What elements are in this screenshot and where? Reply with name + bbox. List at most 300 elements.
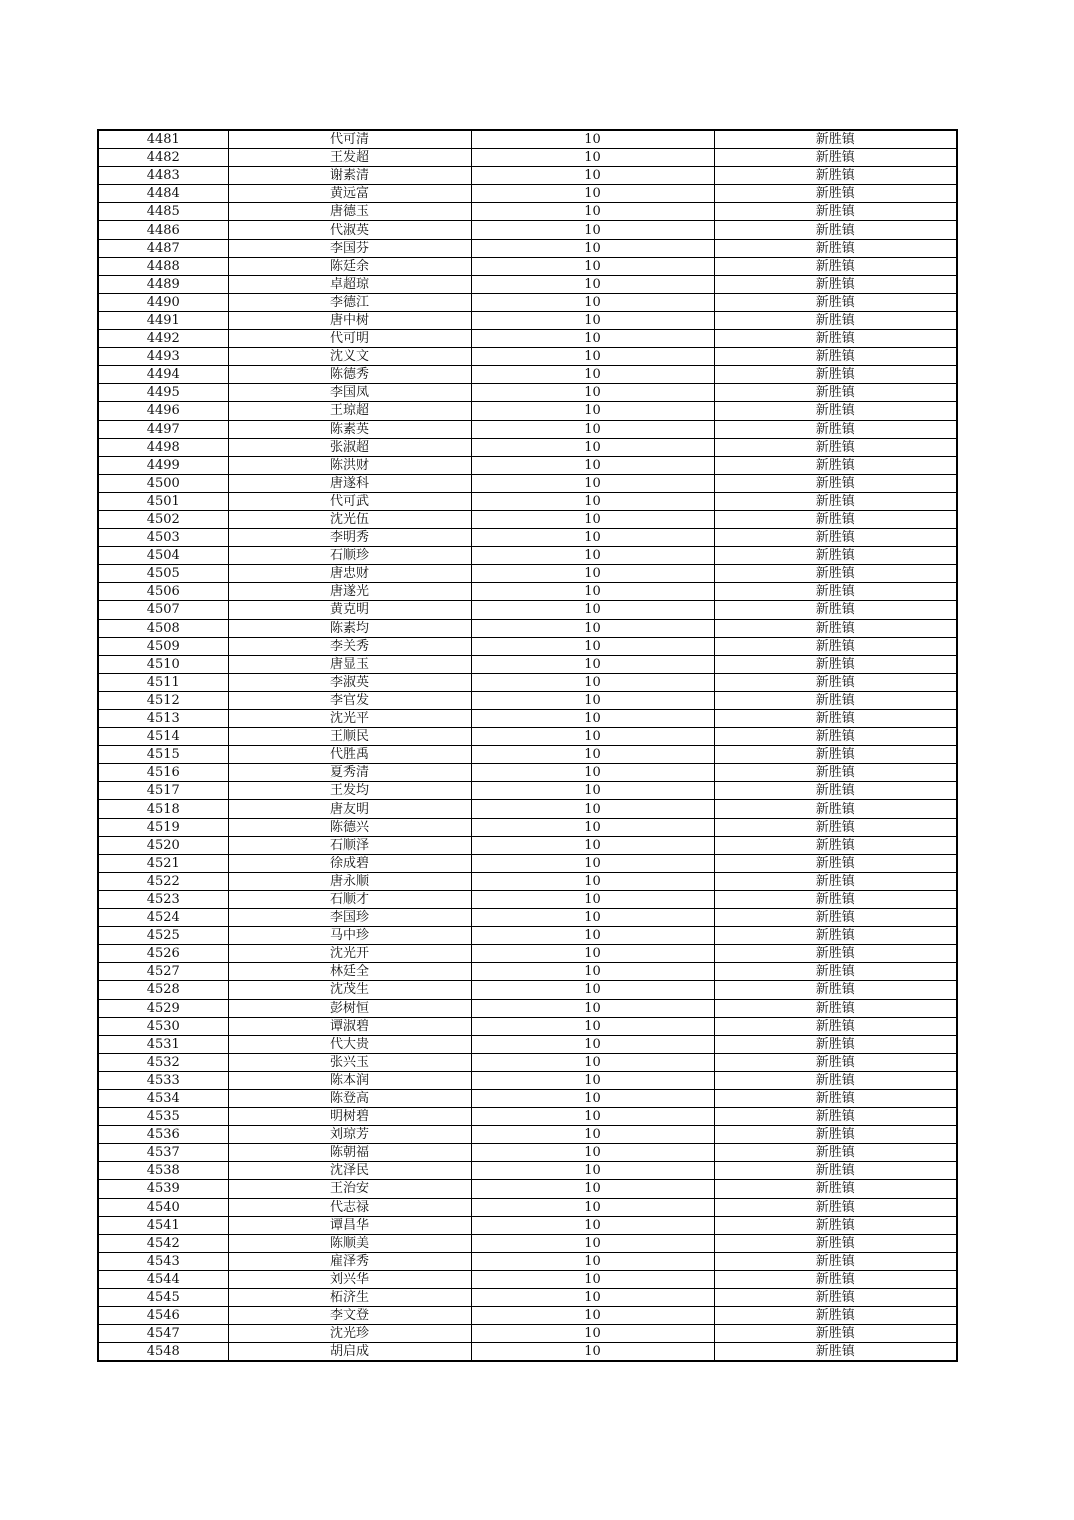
town-cell: 新胜镇 xyxy=(714,945,957,963)
town-cell: 新胜镇 xyxy=(714,1180,957,1198)
name-cell: 唐德玉 xyxy=(228,203,471,221)
town-cell: 新胜镇 xyxy=(714,167,957,185)
town-cell: 新胜镇 xyxy=(714,710,957,728)
row-number-cell: 4533 xyxy=(98,1071,228,1089)
name-cell: 唐永顺 xyxy=(228,872,471,890)
amount-cell: 10 xyxy=(471,655,714,673)
row-number-cell: 4511 xyxy=(98,673,228,691)
row-number-cell: 4541 xyxy=(98,1216,228,1234)
row-number-cell: 4547 xyxy=(98,1325,228,1343)
town-cell: 新胜镇 xyxy=(714,1307,957,1325)
amount-cell: 10 xyxy=(471,691,714,709)
row-number-cell: 4526 xyxy=(98,945,228,963)
table-row xyxy=(98,348,957,366)
table-row xyxy=(98,655,957,673)
table-row xyxy=(98,1017,957,1035)
town-cell: 新胜镇 xyxy=(714,1270,957,1288)
row-number-cell: 4530 xyxy=(98,1017,228,1035)
row-number-cell: 4495 xyxy=(98,384,228,402)
name-cell: 卓超琼 xyxy=(228,275,471,293)
name-cell: 代可明 xyxy=(228,330,471,348)
table-row xyxy=(98,1071,957,1089)
name-cell: 王治安 xyxy=(228,1180,471,1198)
table-row xyxy=(98,456,957,474)
name-cell: 陈廷余 xyxy=(228,257,471,275)
row-number-cell: 4545 xyxy=(98,1289,228,1307)
name-cell: 代可清 xyxy=(228,130,471,149)
town-cell: 新胜镇 xyxy=(714,402,957,420)
row-number-cell: 4521 xyxy=(98,854,228,872)
town-cell: 新胜镇 xyxy=(714,1198,957,1216)
amount-cell: 10 xyxy=(471,384,714,402)
amount-cell: 10 xyxy=(471,1180,714,1198)
name-cell: 李德江 xyxy=(228,293,471,311)
town-cell: 新胜镇 xyxy=(714,764,957,782)
amount-cell: 10 xyxy=(471,185,714,203)
row-number-cell: 4546 xyxy=(98,1307,228,1325)
name-cell: 沈茂生 xyxy=(228,981,471,999)
amount-cell: 10 xyxy=(471,818,714,836)
row-number-cell: 4497 xyxy=(98,420,228,438)
town-cell: 新胜镇 xyxy=(714,547,957,565)
row-number-cell: 4504 xyxy=(98,547,228,565)
table-row xyxy=(98,257,957,275)
amount-cell: 10 xyxy=(471,927,714,945)
amount-cell: 10 xyxy=(471,1325,714,1343)
table-row xyxy=(98,637,957,655)
town-cell: 新胜镇 xyxy=(714,275,957,293)
name-cell: 代淑英 xyxy=(228,221,471,239)
town-cell: 新胜镇 xyxy=(714,836,957,854)
town-cell: 新胜镇 xyxy=(714,601,957,619)
table-row xyxy=(98,619,957,637)
town-cell: 新胜镇 xyxy=(714,456,957,474)
row-number-cell: 4544 xyxy=(98,1270,228,1288)
amount-cell: 10 xyxy=(471,945,714,963)
row-number-cell: 4520 xyxy=(98,836,228,854)
row-number-cell: 4543 xyxy=(98,1252,228,1270)
table-row xyxy=(98,547,957,565)
row-number-cell: 4499 xyxy=(98,456,228,474)
name-cell: 黄远富 xyxy=(228,185,471,203)
table-row xyxy=(98,529,957,547)
town-cell: 新胜镇 xyxy=(714,746,957,764)
table-row xyxy=(98,1180,957,1198)
row-number-cell: 4483 xyxy=(98,167,228,185)
town-cell: 新胜镇 xyxy=(714,673,957,691)
town-cell: 新胜镇 xyxy=(714,203,957,221)
town-cell: 新胜镇 xyxy=(714,818,957,836)
table-row xyxy=(98,366,957,384)
row-number-cell: 4518 xyxy=(98,800,228,818)
table-row xyxy=(98,673,957,691)
table-row xyxy=(98,1270,957,1288)
amount-cell: 10 xyxy=(471,909,714,927)
row-number-cell: 4494 xyxy=(98,366,228,384)
table-row xyxy=(98,1089,957,1107)
row-number-cell: 4481 xyxy=(98,130,228,149)
amount-cell: 10 xyxy=(471,1035,714,1053)
town-cell: 新胜镇 xyxy=(714,1343,957,1362)
table-row xyxy=(98,1053,957,1071)
row-number-cell: 4524 xyxy=(98,909,228,927)
name-cell: 陈德兴 xyxy=(228,818,471,836)
row-number-cell: 4486 xyxy=(98,221,228,239)
town-cell: 新胜镇 xyxy=(714,565,957,583)
amount-cell: 10 xyxy=(471,474,714,492)
town-cell: 新胜镇 xyxy=(714,366,957,384)
row-number-cell: 4508 xyxy=(98,619,228,637)
table-row xyxy=(98,1216,957,1234)
row-number-cell: 4498 xyxy=(98,438,228,456)
table-row xyxy=(98,1144,957,1162)
name-cell: 唐遂光 xyxy=(228,583,471,601)
name-cell: 李国珍 xyxy=(228,909,471,927)
row-number-cell: 4487 xyxy=(98,239,228,257)
row-number-cell: 4505 xyxy=(98,565,228,583)
row-number-cell: 4535 xyxy=(98,1108,228,1126)
name-cell: 林廷全 xyxy=(228,963,471,981)
name-cell: 柘济生 xyxy=(228,1289,471,1307)
table-row xyxy=(98,963,957,981)
name-cell: 陈顺美 xyxy=(228,1234,471,1252)
row-number-cell: 4527 xyxy=(98,963,228,981)
name-cell: 沈泽民 xyxy=(228,1162,471,1180)
amount-cell: 10 xyxy=(471,1053,714,1071)
town-cell: 新胜镇 xyxy=(714,872,957,890)
town-cell: 新胜镇 xyxy=(714,239,957,257)
name-cell: 沈光开 xyxy=(228,945,471,963)
table-row xyxy=(98,239,957,257)
amount-cell: 10 xyxy=(471,872,714,890)
name-cell: 唐友明 xyxy=(228,800,471,818)
town-cell: 新胜镇 xyxy=(714,420,957,438)
row-number-cell: 4531 xyxy=(98,1035,228,1053)
amount-cell: 10 xyxy=(471,366,714,384)
amount-cell: 10 xyxy=(471,1144,714,1162)
town-cell: 新胜镇 xyxy=(714,999,957,1017)
amount-cell: 10 xyxy=(471,673,714,691)
name-cell: 王顺民 xyxy=(228,728,471,746)
name-cell: 陈洪财 xyxy=(228,456,471,474)
name-cell: 谭昌华 xyxy=(228,1216,471,1234)
name-cell: 陈素英 xyxy=(228,420,471,438)
town-cell: 新胜镇 xyxy=(714,619,957,637)
town-cell: 新胜镇 xyxy=(714,1017,957,1035)
name-cell: 王发均 xyxy=(228,782,471,800)
roster-table-body xyxy=(98,130,957,1361)
row-number-cell: 4492 xyxy=(98,330,228,348)
amount-cell: 10 xyxy=(471,330,714,348)
row-number-cell: 4482 xyxy=(98,149,228,167)
row-number-cell: 4485 xyxy=(98,203,228,221)
amount-cell: 10 xyxy=(471,1198,714,1216)
name-cell: 王发超 xyxy=(228,149,471,167)
name-cell: 石顺泽 xyxy=(228,836,471,854)
row-number-cell: 4506 xyxy=(98,583,228,601)
table-row xyxy=(98,1198,957,1216)
name-cell: 代大贵 xyxy=(228,1035,471,1053)
town-cell: 新胜镇 xyxy=(714,1108,957,1126)
table-row xyxy=(98,149,957,167)
table-row xyxy=(98,854,957,872)
table-row xyxy=(98,1162,957,1180)
name-cell: 陈登高 xyxy=(228,1089,471,1107)
town-cell: 新胜镇 xyxy=(714,130,957,149)
row-number-cell: 4522 xyxy=(98,872,228,890)
name-cell: 刘琼芳 xyxy=(228,1126,471,1144)
row-number-cell: 4539 xyxy=(98,1180,228,1198)
name-cell: 唐中树 xyxy=(228,311,471,329)
table-row xyxy=(98,800,957,818)
row-number-cell: 4536 xyxy=(98,1126,228,1144)
town-cell: 新胜镇 xyxy=(714,348,957,366)
table-row xyxy=(98,130,957,149)
town-cell: 新胜镇 xyxy=(714,257,957,275)
town-cell: 新胜镇 xyxy=(714,691,957,709)
amount-cell: 10 xyxy=(471,239,714,257)
amount-cell: 10 xyxy=(471,1162,714,1180)
table-row xyxy=(98,710,957,728)
table-row xyxy=(98,945,957,963)
amount-cell: 10 xyxy=(471,402,714,420)
town-cell: 新胜镇 xyxy=(714,1126,957,1144)
table-row xyxy=(98,890,957,908)
amount-cell: 10 xyxy=(471,999,714,1017)
town-cell: 新胜镇 xyxy=(714,800,957,818)
row-number-cell: 4507 xyxy=(98,601,228,619)
amount-cell: 10 xyxy=(471,1270,714,1288)
amount-cell: 10 xyxy=(471,1216,714,1234)
amount-cell: 10 xyxy=(471,275,714,293)
amount-cell: 10 xyxy=(471,728,714,746)
name-cell: 李国芬 xyxy=(228,239,471,257)
table-row xyxy=(98,275,957,293)
row-number-cell: 4515 xyxy=(98,746,228,764)
town-cell: 新胜镇 xyxy=(714,963,957,981)
name-cell: 雇泽秀 xyxy=(228,1252,471,1270)
table-row xyxy=(98,836,957,854)
name-cell: 石顺才 xyxy=(228,890,471,908)
table-row xyxy=(98,420,957,438)
table-row xyxy=(98,221,957,239)
amount-cell: 10 xyxy=(471,510,714,528)
town-cell: 新胜镇 xyxy=(714,1053,957,1071)
row-number-cell: 4510 xyxy=(98,655,228,673)
table-row xyxy=(98,1343,957,1362)
table-row xyxy=(98,402,957,420)
town-cell: 新胜镇 xyxy=(714,637,957,655)
name-cell: 胡启成 xyxy=(228,1343,471,1362)
name-cell: 李国凤 xyxy=(228,384,471,402)
amount-cell: 10 xyxy=(471,1126,714,1144)
name-cell: 代胜禹 xyxy=(228,746,471,764)
amount-cell: 10 xyxy=(471,1017,714,1035)
table-row xyxy=(98,746,957,764)
amount-cell: 10 xyxy=(471,1071,714,1089)
town-cell: 新胜镇 xyxy=(714,492,957,510)
amount-cell: 10 xyxy=(471,203,714,221)
town-cell: 新胜镇 xyxy=(714,311,957,329)
amount-cell: 10 xyxy=(471,149,714,167)
amount-cell: 10 xyxy=(471,583,714,601)
name-cell: 夏秀清 xyxy=(228,764,471,782)
town-cell: 新胜镇 xyxy=(714,384,957,402)
amount-cell: 10 xyxy=(471,529,714,547)
name-cell: 刘兴华 xyxy=(228,1270,471,1288)
town-cell: 新胜镇 xyxy=(714,655,957,673)
row-number-cell: 4516 xyxy=(98,764,228,782)
name-cell: 唐忠财 xyxy=(228,565,471,583)
table-row xyxy=(98,384,957,402)
table-row xyxy=(98,818,957,836)
row-number-cell: 4490 xyxy=(98,293,228,311)
amount-cell: 10 xyxy=(471,619,714,637)
name-cell: 谭淑碧 xyxy=(228,1017,471,1035)
table-row xyxy=(98,565,957,583)
table-row xyxy=(98,492,957,510)
name-cell: 李官发 xyxy=(228,691,471,709)
amount-cell: 10 xyxy=(471,890,714,908)
town-cell: 新胜镇 xyxy=(714,1234,957,1252)
amount-cell: 10 xyxy=(471,746,714,764)
town-cell: 新胜镇 xyxy=(714,728,957,746)
table-row xyxy=(98,728,957,746)
table-row xyxy=(98,583,957,601)
amount-cell: 10 xyxy=(471,764,714,782)
amount-cell: 10 xyxy=(471,221,714,239)
town-cell: 新胜镇 xyxy=(714,981,957,999)
row-number-cell: 4542 xyxy=(98,1234,228,1252)
name-cell: 陈朝福 xyxy=(228,1144,471,1162)
table-row xyxy=(98,764,957,782)
town-cell: 新胜镇 xyxy=(714,1162,957,1180)
town-cell: 新胜镇 xyxy=(714,1325,957,1343)
name-cell: 沈光平 xyxy=(228,710,471,728)
table-row xyxy=(98,999,957,1017)
town-cell: 新胜镇 xyxy=(714,185,957,203)
amount-cell: 10 xyxy=(471,130,714,149)
row-number-cell: 4537 xyxy=(98,1144,228,1162)
town-cell: 新胜镇 xyxy=(714,1089,957,1107)
town-cell: 新胜镇 xyxy=(714,1289,957,1307)
town-cell: 新胜镇 xyxy=(714,782,957,800)
row-number-cell: 4534 xyxy=(98,1089,228,1107)
name-cell: 王琼超 xyxy=(228,402,471,420)
row-number-cell: 4514 xyxy=(98,728,228,746)
name-cell: 陈本润 xyxy=(228,1071,471,1089)
amount-cell: 10 xyxy=(471,167,714,185)
row-number-cell: 4538 xyxy=(98,1162,228,1180)
amount-cell: 10 xyxy=(471,836,714,854)
town-cell: 新胜镇 xyxy=(714,583,957,601)
name-cell: 黄克明 xyxy=(228,601,471,619)
town-cell: 新胜镇 xyxy=(714,474,957,492)
row-number-cell: 4532 xyxy=(98,1053,228,1071)
name-cell: 张兴玉 xyxy=(228,1053,471,1071)
name-cell: 徐成碧 xyxy=(228,854,471,872)
row-number-cell: 4523 xyxy=(98,890,228,908)
amount-cell: 10 xyxy=(471,1108,714,1126)
town-cell: 新胜镇 xyxy=(714,909,957,927)
table-row xyxy=(98,1126,957,1144)
row-number-cell: 4509 xyxy=(98,637,228,655)
table-row xyxy=(98,927,957,945)
table-row xyxy=(98,782,957,800)
row-number-cell: 4488 xyxy=(98,257,228,275)
table-row xyxy=(98,1252,957,1270)
row-number-cell: 4496 xyxy=(98,402,228,420)
amount-cell: 10 xyxy=(471,420,714,438)
amount-cell: 10 xyxy=(471,438,714,456)
amount-cell: 10 xyxy=(471,782,714,800)
name-cell: 陈德秀 xyxy=(228,366,471,384)
amount-cell: 10 xyxy=(471,637,714,655)
town-cell: 新胜镇 xyxy=(714,1035,957,1053)
table-row xyxy=(98,510,957,528)
table-row xyxy=(98,311,957,329)
row-number-cell: 4513 xyxy=(98,710,228,728)
name-cell: 唐遂科 xyxy=(228,474,471,492)
table-row xyxy=(98,909,957,927)
row-number-cell: 4493 xyxy=(98,348,228,366)
table-row xyxy=(98,293,957,311)
amount-cell: 10 xyxy=(471,800,714,818)
row-number-cell: 4519 xyxy=(98,818,228,836)
name-cell: 代志禄 xyxy=(228,1198,471,1216)
table-row xyxy=(98,872,957,890)
amount-cell: 10 xyxy=(471,1289,714,1307)
table-row xyxy=(98,474,957,492)
name-cell: 谢素清 xyxy=(228,167,471,185)
amount-cell: 10 xyxy=(471,1234,714,1252)
table-row xyxy=(98,167,957,185)
table-row xyxy=(98,185,957,203)
town-cell: 新胜镇 xyxy=(714,1216,957,1234)
amount-cell: 10 xyxy=(471,257,714,275)
table-row xyxy=(98,330,957,348)
table-row xyxy=(98,203,957,221)
row-number-cell: 4528 xyxy=(98,981,228,999)
table-row xyxy=(98,981,957,999)
row-number-cell: 4489 xyxy=(98,275,228,293)
name-cell: 彭树恒 xyxy=(228,999,471,1017)
amount-cell: 10 xyxy=(471,565,714,583)
name-cell: 沈义文 xyxy=(228,348,471,366)
row-number-cell: 4491 xyxy=(98,311,228,329)
name-cell: 李明秀 xyxy=(228,529,471,547)
name-cell: 唐显玉 xyxy=(228,655,471,673)
name-cell: 李淑英 xyxy=(228,673,471,691)
name-cell: 明树碧 xyxy=(228,1108,471,1126)
table-row xyxy=(98,1325,957,1343)
amount-cell: 10 xyxy=(471,547,714,565)
town-cell: 新胜镇 xyxy=(714,1144,957,1162)
town-cell: 新胜镇 xyxy=(714,529,957,547)
table-row xyxy=(98,1289,957,1307)
table-row xyxy=(98,601,957,619)
amount-cell: 10 xyxy=(471,1089,714,1107)
table-row xyxy=(98,1307,957,1325)
row-number-cell: 4512 xyxy=(98,691,228,709)
name-cell: 陈素均 xyxy=(228,619,471,637)
table-row xyxy=(98,691,957,709)
row-number-cell: 4501 xyxy=(98,492,228,510)
amount-cell: 10 xyxy=(471,293,714,311)
name-cell: 代可武 xyxy=(228,492,471,510)
amount-cell: 10 xyxy=(471,1252,714,1270)
town-cell: 新胜镇 xyxy=(714,149,957,167)
